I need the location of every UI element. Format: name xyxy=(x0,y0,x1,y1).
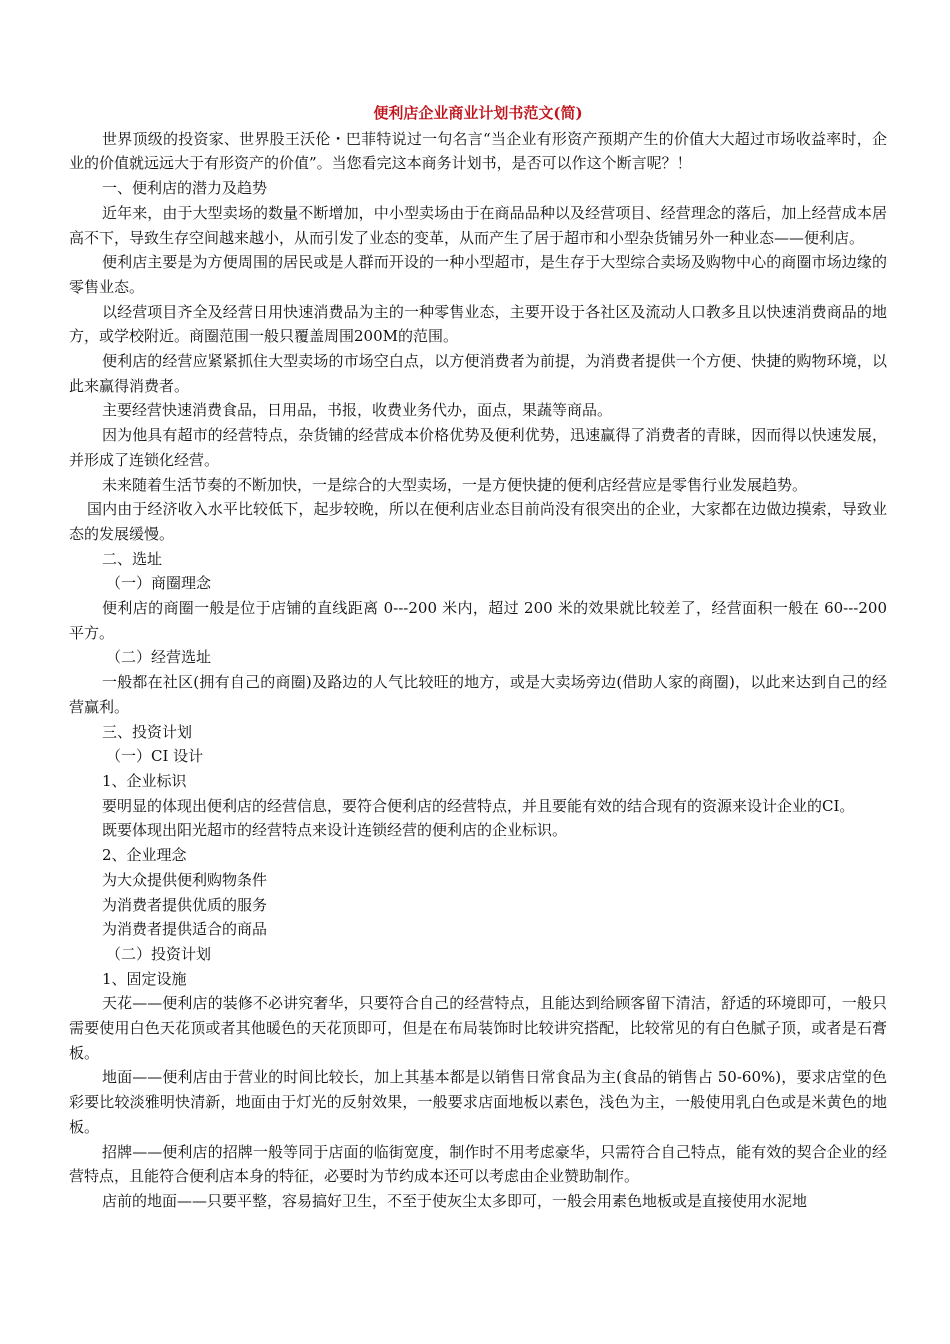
paragraph: 为大众提供便利购物条件 xyxy=(102,870,268,889)
paragraph: 近年来，由于大型卖场的数量不断增加，中小型卖场由于在商品品种以及经营项目、经营理念的落后，加上经营成本居高不下，导致生存空间越来越小，从而引发了业态的变革，从而产生了居于超市和小型杂货铺另外一种业态——便利店。 xyxy=(69,203,887,247)
paragraph: 一、便利店的潜力及趋势 xyxy=(102,179,268,198)
paragraph: 便利店的商圈一般是位于店铺的直线距离 0---200 米内，超过 200 米的效果就比较差了，经营面积一般在 60---200 平方。 xyxy=(69,599,887,642)
paragraph: （一）商圈理念 xyxy=(106,574,212,593)
document-body xyxy=(69,127,887,1214)
paragraph: 国内由于经济收入水平比较低下，起步较晚，所以在便利店业态目前尚没有很突出的企业，大家都在边做边摸索，导致业态的发展缓慢。 xyxy=(69,500,887,543)
paragraph: 为消费者提供适合的商品 xyxy=(102,920,268,939)
paragraph: 1、固定设施 xyxy=(102,969,187,988)
paragraph: 地面——便利店由于营业的时间比较长，加上其基本都是以销售日常食品为主(食品的销售占 50-60%)，要求店堂的色彩要比较淡雅明快清新，地面由于灯光的反射效果，一般要求店面地板以素色，浅色为主，一般使用乳白色或是米黄色的地板。 xyxy=(69,1068,887,1136)
paragraph: 世界顶级的投资家、世界股王沃伦・巴菲特说过一句名言“当企业有形资产预期产生的价值大大超过市场收益率时，企业的价值就远远大于有形资产的价值”。当您看完这本商务计划书，是否可以作这个断言呢？！ xyxy=(69,129,887,173)
paragraph: 既要体现出阳光超市的经营特点来设计连锁经营的便利店的企业标识。 xyxy=(102,821,568,840)
paragraph: （二）经营选址 xyxy=(106,648,212,667)
paragraph: 便利店的经营应紧紧抓住大型卖场的市场空白点，以方便消费者为前提，为消费者提供一个方便、快捷的购物环境，以此来赢得消费者。 xyxy=(69,352,887,395)
document-title: 便利店企业商业计划书范文(简) xyxy=(373,104,583,122)
paragraph: （二）投资计划 xyxy=(106,944,212,963)
paragraph: 天花——便利店的装修不必讲究奢华，只要符合自己的经营特点，且能达到给顾客留下清洁，舒适的环境即可，一般只需要使用白色天花顶或者其他暖色的天花顶即可，但是在布局装饰时比较讲究搭配，比较常见的有白色腻子顶，或者是石膏板。 xyxy=(69,994,887,1062)
paragraph: 为消费者提供优质的服务 xyxy=(102,895,268,914)
paragraph: 便利店主要是为方便周围的居民或是人群而开设的一种小型超市，是生存于大型综合卖场及购物中心的商圈市场边缘的零售业态。 xyxy=(69,253,887,296)
paragraph: 未来随着生活节奏的不断加快，一是综合的大型卖场，一是方便快捷的便利店经营应是零售行业发展趋势。 xyxy=(102,475,808,494)
paragraph: 因为他具有超市的经营特点，杂货铺的经营成本价格优势及便利优势，迅速赢得了消费者的青睐，因而得以快速发展，并形成了连锁化经营。 xyxy=(69,426,887,469)
document-page xyxy=(69,101,887,1214)
paragraph: 二、选址 xyxy=(102,549,163,568)
paragraph: （一）CI 设计 xyxy=(106,747,204,766)
paragraph: 店前的地面——只要平整，容易搞好卫生，不至于使灰尘太多即可，一般会用素色地板或是直接使用水泥地 xyxy=(102,1191,808,1210)
paragraph: 以经营项目齐全及经营日用快速消费品为主的一种零售业态，主要开设于各社区及流动人口教多且以快速消费商品的地方，或学校附近。商圈范围一般只覆盖周围200M的范围。 xyxy=(69,302,887,346)
paragraph: 一般都在社区(拥有自己的商圈)及路边的人气比较旺的地方，或是大卖场旁边(借助人家的商圈)，以此来达到自己的经营赢利。 xyxy=(69,673,887,716)
paragraph: 2、企业理念 xyxy=(102,846,187,865)
paragraph: 招牌——便利店的招牌一般等同于店面的临街宽度，制作时不用考虑豪华，只需符合自己特点，能有效的契合企业的经营特点，且能符合便利店本身的特征，必要时为节约成本还可以考虑由企业赞助制作。 xyxy=(69,1142,887,1186)
paragraph: 1、企业标识 xyxy=(102,771,187,790)
paragraph: 主要经营快速消费食品，日用品，书报，收费业务代办，面点，果蔬等商品。 xyxy=(102,401,613,420)
paragraph: 要明显的体现出便利店的经营信息，要符合便利店的经营特点，并且要能有效的结合现有的资源来设计企业的CI。 xyxy=(102,796,855,815)
paragraph: 三、投资计划 xyxy=(102,722,193,741)
